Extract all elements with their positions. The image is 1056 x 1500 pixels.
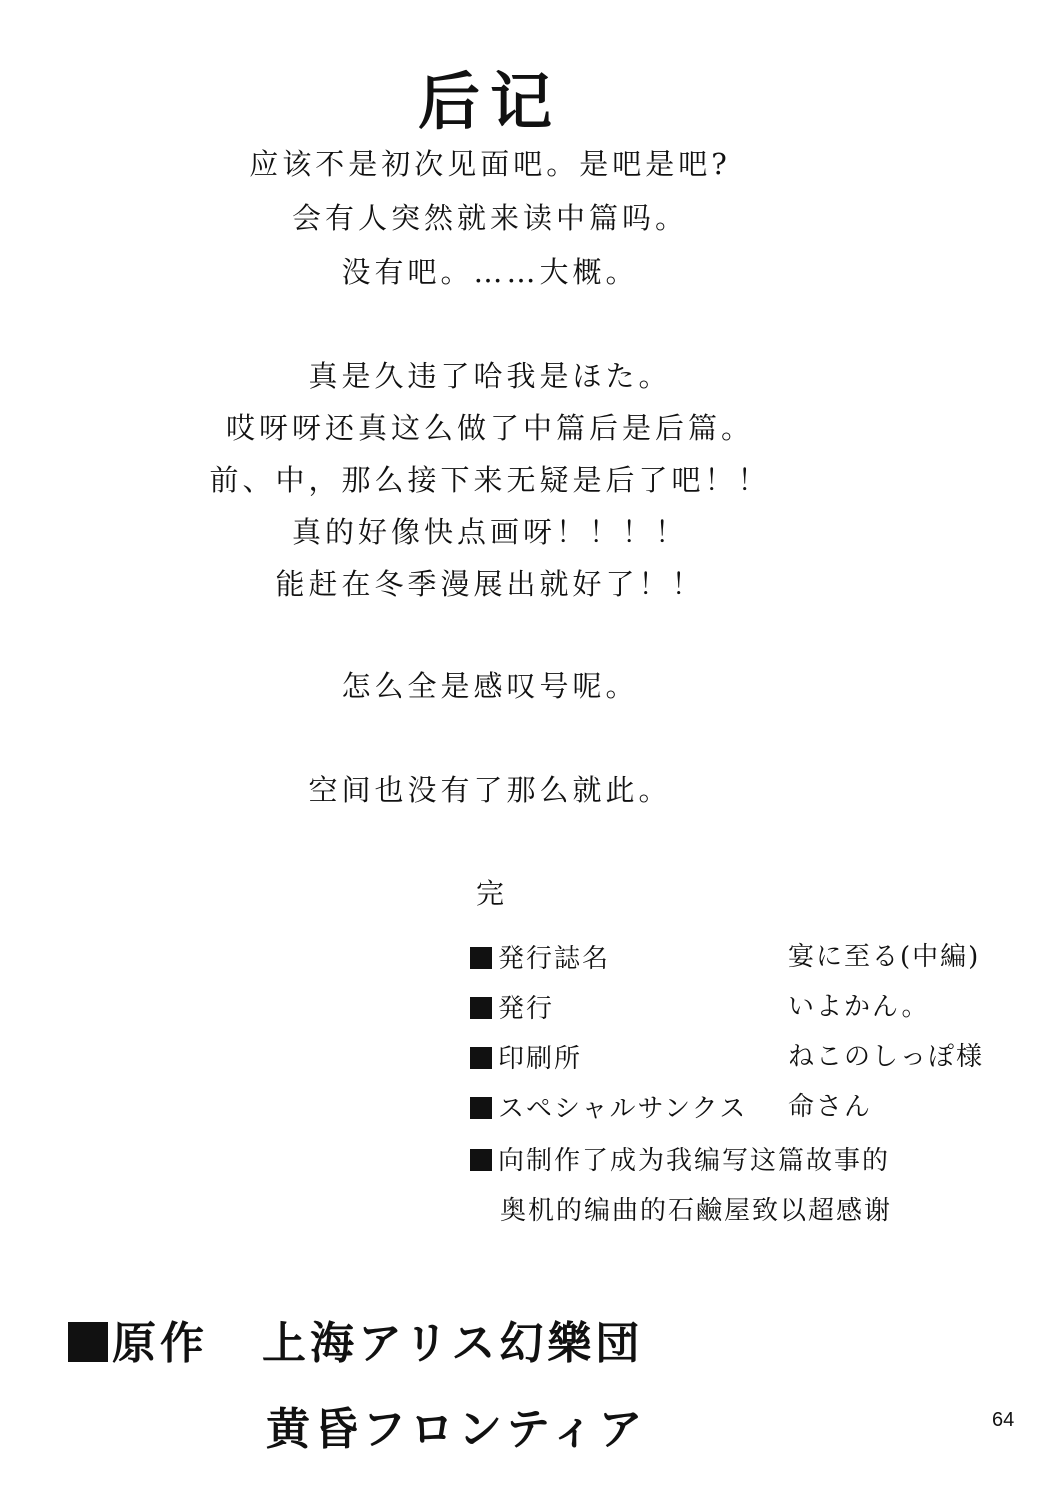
text-line: 怎么全是感叹号呢。 [341,669,639,703]
text-line: 能赶在冬季漫展出就好了！！ [275,567,705,601]
credit-label-text: 発行誌名 [498,944,611,974]
thanks-line: 奥机的编曲的石鹼屋致以超感谢 [500,1196,893,1226]
text-line: 空间也没有了那么就此。 [308,773,672,807]
square-bullet-icon [470,1047,492,1069]
credit-value: 宴に至る(中編) [788,942,981,972]
credit-value: 命さん [788,1092,873,1122]
square-bullet-icon [68,1322,108,1362]
text-line: 真是久违了哈我是ほた。 [308,359,672,393]
credit-label [470,1092,747,1126]
square-bullet-icon [470,1097,492,1119]
original-label: 原作 [112,1318,208,1369]
square-bullet-icon [470,997,492,1019]
original-line1: 上海アリス幻樂団 [262,1318,644,1369]
square-bullet-icon [470,1149,492,1171]
text-line: 应该不是初次见面吧。是吧是吧? [249,147,731,181]
original-line2: 黄昏フロンティア [266,1404,647,1455]
thanks-text: 向制作了成为我编写这篇故事的 [498,1146,891,1176]
credit-label [470,942,610,976]
end-mark: 完 [476,877,505,910]
text-line: 哎呀呀还真这么做了中篇后是后篇。 [225,411,754,445]
thanks-line [470,1144,890,1178]
page-number: 64 [992,1409,1015,1431]
square-bullet-icon [470,947,492,969]
text-line: 前、中，那么接下来无疑是后了吧！！ [209,463,771,497]
credit-value: いよかん。 [788,992,930,1022]
credit-label [470,1042,582,1076]
credit-label [470,992,554,1026]
credit-label-text: スペシャルサンクス [498,1094,748,1124]
credit-value: ねこのしっぽ様 [788,1042,985,1072]
original-credit [68,1314,643,1374]
text-line: 真的好像快点画呀！！！！ [291,515,688,549]
text-line: 没有吧。……大概。 [341,255,639,289]
credit-label-text: 発行 [498,994,555,1024]
text-line: 会有人突然就来读中篇吗。 [291,201,688,235]
page-title: 后记 [417,65,562,138]
credit-label-text: 印刷所 [498,1044,583,1074]
